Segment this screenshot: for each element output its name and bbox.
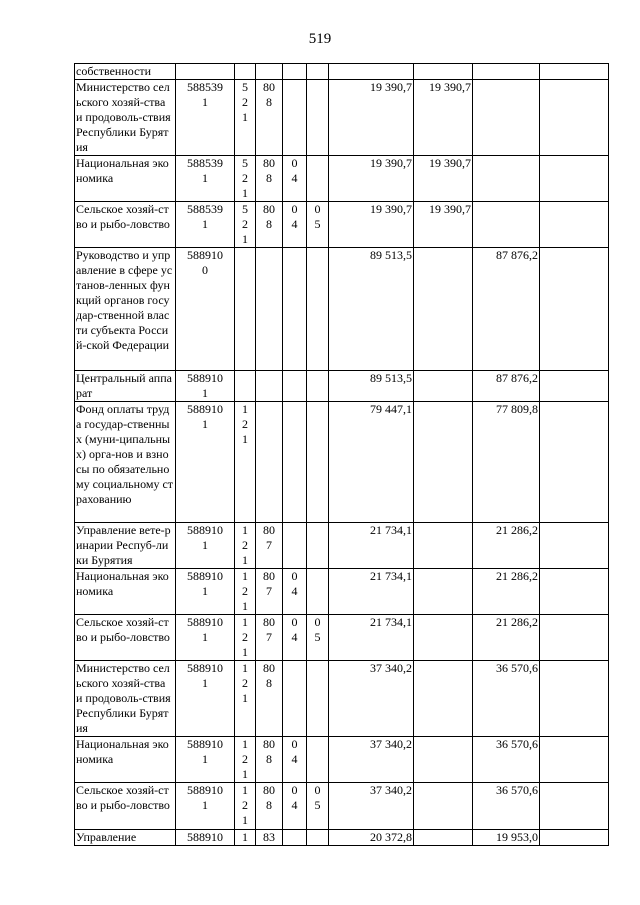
row-value-3: 36 570,6 bbox=[473, 661, 540, 737]
row-value-1: 37 340,2 bbox=[329, 661, 414, 737]
row-code bbox=[176, 64, 235, 80]
row-value-3: 19 953,0 bbox=[473, 830, 540, 846]
row-value-3: 87 876,2 bbox=[473, 371, 540, 402]
row-value-3: 87 876,2 bbox=[473, 248, 540, 371]
row-code: 588910 1 bbox=[176, 371, 235, 402]
row-value-2 bbox=[414, 615, 473, 661]
row-value-4 bbox=[540, 402, 609, 523]
row-section: 1 2 1 bbox=[235, 523, 256, 569]
row-value-2 bbox=[414, 248, 473, 371]
row-value-3 bbox=[473, 202, 540, 248]
row-code: 588910 0 bbox=[176, 248, 235, 371]
table-row bbox=[75, 661, 609, 737]
row-code: 588539 1 bbox=[176, 156, 235, 202]
row-value-1: 19 390,7 bbox=[329, 202, 414, 248]
row-subitem bbox=[307, 371, 329, 402]
row-item: 0 4 bbox=[283, 156, 307, 202]
row-value-3: 77 809,8 bbox=[473, 402, 540, 523]
row-item bbox=[283, 248, 307, 371]
row-value-4 bbox=[540, 661, 609, 737]
row-subitem: 0 5 bbox=[307, 615, 329, 661]
row-value-2 bbox=[414, 830, 473, 846]
row-value-3: 21 286,2 bbox=[473, 569, 540, 615]
table-row bbox=[75, 371, 609, 402]
row-value-4 bbox=[540, 156, 609, 202]
row-value-4 bbox=[540, 80, 609, 156]
row-value-4 bbox=[540, 615, 609, 661]
table-row bbox=[75, 202, 609, 248]
table-row bbox=[75, 64, 609, 80]
row-value-1: 21 734,1 bbox=[329, 523, 414, 569]
row-code: 588910 1 bbox=[176, 783, 235, 830]
table-row bbox=[75, 569, 609, 615]
row-value-1: 21 734,1 bbox=[329, 615, 414, 661]
row-value-4 bbox=[540, 64, 609, 80]
table-row bbox=[75, 156, 609, 202]
row-value-1: 89 513,5 bbox=[329, 371, 414, 402]
row-name: Национальная экономика bbox=[75, 569, 176, 615]
row-section: 1 2 1 bbox=[235, 783, 256, 830]
row-value-3: 36 570,6 bbox=[473, 783, 540, 830]
row-code: 588910 1 bbox=[176, 402, 235, 523]
row-value-4 bbox=[540, 783, 609, 830]
table-row bbox=[75, 615, 609, 661]
row-value-2 bbox=[414, 64, 473, 80]
row-subsection: 80 8 bbox=[256, 80, 283, 156]
row-value-3: 36 570,6 bbox=[473, 737, 540, 783]
row-value-3 bbox=[473, 156, 540, 202]
row-subitem: 0 5 bbox=[307, 783, 329, 830]
row-value-1: 79 447,1 bbox=[329, 402, 414, 523]
table-row bbox=[75, 80, 609, 156]
row-section: 5 2 1 bbox=[235, 80, 256, 156]
row-section: 1 2 1 bbox=[235, 569, 256, 615]
row-value-1: 21 734,1 bbox=[329, 569, 414, 615]
row-code: 588910 1 bbox=[176, 615, 235, 661]
row-subsection bbox=[256, 64, 283, 80]
row-value-1: 19 390,7 bbox=[329, 80, 414, 156]
row-item bbox=[283, 371, 307, 402]
row-value-2 bbox=[414, 783, 473, 830]
row-section bbox=[235, 248, 256, 371]
row-subsection: 80 7 bbox=[256, 523, 283, 569]
row-value-3 bbox=[473, 64, 540, 80]
row-subsection: 80 7 bbox=[256, 615, 283, 661]
row-value-1: 20 372,8 bbox=[329, 830, 414, 846]
row-code: 588910 1 bbox=[176, 569, 235, 615]
budget-table-body bbox=[75, 64, 609, 846]
row-name: Национальная экономика bbox=[75, 156, 176, 202]
row-code: 588539 1 bbox=[176, 80, 235, 156]
row-subitem bbox=[307, 523, 329, 569]
row-section: 1 2 1 bbox=[235, 615, 256, 661]
row-section: 1 2 1 bbox=[235, 737, 256, 783]
row-code: 588910 bbox=[176, 830, 235, 846]
row-subsection: 80 8 bbox=[256, 783, 283, 830]
row-code: 588539 1 bbox=[176, 202, 235, 248]
row-value-2 bbox=[414, 737, 473, 783]
row-subsection bbox=[256, 402, 283, 523]
row-subsection: 83 bbox=[256, 830, 283, 846]
row-section bbox=[235, 371, 256, 402]
row-item: 0 4 bbox=[283, 783, 307, 830]
row-subsection: 80 8 bbox=[256, 661, 283, 737]
row-item bbox=[283, 402, 307, 523]
page-number: 519 bbox=[308, 31, 332, 47]
row-value-3: 21 286,2 bbox=[473, 523, 540, 569]
row-subitem bbox=[307, 569, 329, 615]
row-subsection: 80 8 bbox=[256, 156, 283, 202]
row-value-1: 37 340,2 bbox=[329, 783, 414, 830]
row-value-4 bbox=[540, 371, 609, 402]
row-name: собственности bbox=[75, 64, 176, 80]
row-value-1 bbox=[329, 64, 414, 80]
row-item bbox=[283, 661, 307, 737]
row-value-2 bbox=[414, 371, 473, 402]
row-name: Управление вете-ринарии Респуб-лики Бурятия bbox=[75, 523, 176, 569]
row-item bbox=[283, 523, 307, 569]
row-section: 1 2 1 bbox=[235, 661, 256, 737]
row-value-2 bbox=[414, 569, 473, 615]
row-item: 0 4 bbox=[283, 569, 307, 615]
table-row bbox=[75, 830, 609, 846]
row-item bbox=[283, 80, 307, 156]
row-value-4 bbox=[540, 523, 609, 569]
row-name: Управление bbox=[75, 830, 176, 846]
row-name: Сельское хозяй-ство и рыбо-ловство bbox=[75, 202, 176, 248]
row-subitem: 0 5 bbox=[307, 202, 329, 248]
row-item: 0 4 bbox=[283, 615, 307, 661]
row-subsection: 80 8 bbox=[256, 737, 283, 783]
table-row bbox=[75, 783, 609, 830]
row-section: 5 2 1 bbox=[235, 156, 256, 202]
row-subitem bbox=[307, 80, 329, 156]
row-subitem bbox=[307, 737, 329, 783]
row-name: Национальная экономика bbox=[75, 737, 176, 783]
table-row bbox=[75, 402, 609, 523]
row-value-4 bbox=[540, 569, 609, 615]
row-item: 0 4 bbox=[283, 202, 307, 248]
row-value-2: 19 390,7 bbox=[414, 80, 473, 156]
row-subitem bbox=[307, 661, 329, 737]
row-value-2 bbox=[414, 523, 473, 569]
row-name: Центральный аппарат bbox=[75, 371, 176, 402]
row-name: Сельское хозяй-ство и рыбо-ловство bbox=[75, 615, 176, 661]
row-section: 5 2 1 bbox=[235, 202, 256, 248]
row-value-2 bbox=[414, 661, 473, 737]
row-value-1: 19 390,7 bbox=[329, 156, 414, 202]
row-value-3 bbox=[473, 80, 540, 156]
row-value-1: 37 340,2 bbox=[329, 737, 414, 783]
row-subitem bbox=[307, 402, 329, 523]
row-code: 588910 1 bbox=[176, 737, 235, 783]
row-section bbox=[235, 64, 256, 80]
row-name: Фонд оплаты труда государ-ственных (муни-ципальных) орга-нов и взносы по обязательному социальному страхованию bbox=[75, 402, 176, 523]
row-item: 0 4 bbox=[283, 737, 307, 783]
row-subsection: 80 7 bbox=[256, 569, 283, 615]
row-item bbox=[283, 64, 307, 80]
row-subitem bbox=[307, 830, 329, 846]
row-name: Сельское хозяй-ство и рыбо-ловство bbox=[75, 783, 176, 830]
row-name: Министерство сельского хозяй-ства и продоволь-ствия Республики Бурятия bbox=[75, 661, 176, 737]
row-value-4 bbox=[540, 830, 609, 846]
row-item bbox=[283, 830, 307, 846]
row-value-3: 21 286,2 bbox=[473, 615, 540, 661]
row-value-4 bbox=[540, 202, 609, 248]
row-value-2: 19 390,7 bbox=[414, 202, 473, 248]
row-value-4 bbox=[540, 737, 609, 783]
row-subsection: 80 8 bbox=[256, 202, 283, 248]
row-value-2 bbox=[414, 402, 473, 523]
budget-table bbox=[74, 63, 609, 846]
row-code: 588910 1 bbox=[176, 523, 235, 569]
table-row bbox=[75, 248, 609, 371]
row-name: Министерство сельского хозяй-ства и продоволь-ствия Республики Бурятия bbox=[75, 80, 176, 156]
row-name: Руководство и управление в сфере установ-ленных функций органов государ-ственной власти субъекта Россий-ской Федерации bbox=[75, 248, 176, 371]
table-row bbox=[75, 523, 609, 569]
row-subitem bbox=[307, 64, 329, 80]
row-value-2: 19 390,7 bbox=[414, 156, 473, 202]
row-subitem bbox=[307, 248, 329, 371]
row-code: 588910 1 bbox=[176, 661, 235, 737]
row-section: 1 2 1 bbox=[235, 402, 256, 523]
row-value-1: 89 513,5 bbox=[329, 248, 414, 371]
row-subsection bbox=[256, 371, 283, 402]
row-section: 1 bbox=[235, 830, 256, 846]
row-value-4 bbox=[540, 248, 609, 371]
row-subsection bbox=[256, 248, 283, 371]
row-subitem bbox=[307, 156, 329, 202]
table-row bbox=[75, 737, 609, 783]
